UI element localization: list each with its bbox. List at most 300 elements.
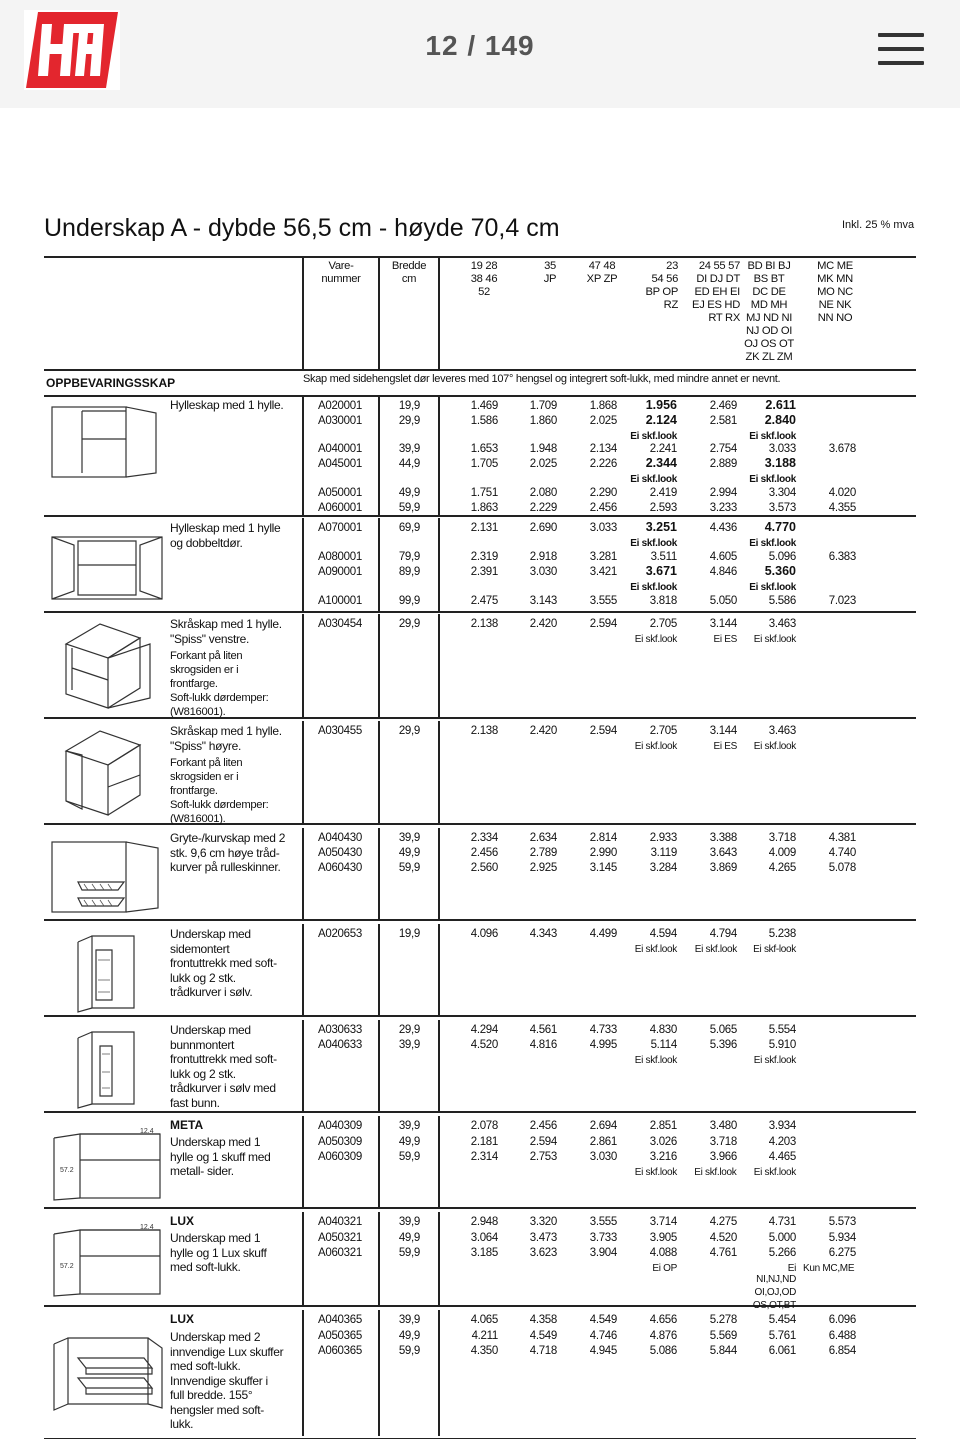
price-cell: 2.419 bbox=[649, 487, 677, 499]
price-cell: 1.948 bbox=[529, 443, 557, 455]
price-cell: 4.830 bbox=[649, 1024, 677, 1036]
price-cell: 2.078 bbox=[470, 1120, 498, 1132]
price-cell: 6.383 bbox=[828, 551, 856, 563]
price-cell: 4.343 bbox=[529, 928, 557, 940]
article-number: A030455 bbox=[318, 725, 362, 737]
column-divider bbox=[302, 721, 304, 823]
row-divider bbox=[44, 1015, 916, 1017]
price-cell: 5.573 bbox=[828, 1216, 856, 1228]
price-cell: 5.761 bbox=[768, 1329, 796, 1342]
header-col-3: 47 48 XP ZP bbox=[586, 260, 618, 285]
price-cell: 3.463 bbox=[768, 725, 796, 737]
price-cell: 4.794 bbox=[709, 928, 737, 940]
price-cell: 4.549 bbox=[589, 1314, 617, 1326]
price-cell: 4.520 bbox=[470, 1039, 498, 1051]
price-cell: 1.586 bbox=[470, 415, 498, 427]
price-cell: 3.733 bbox=[589, 1231, 617, 1244]
availability-note: NI,NJ,ND OI,OJ,OD OS,OT,BT bbox=[752, 1274, 796, 1311]
price-cell: 6.854 bbox=[828, 1345, 856, 1357]
price-cell: 2.753 bbox=[529, 1151, 557, 1163]
width-cm: 49,9 bbox=[398, 487, 420, 499]
price-cell: 3.718 bbox=[709, 1135, 737, 1148]
hamburger-menu-icon[interactable] bbox=[878, 33, 924, 67]
availability-note: Ei OP bbox=[652, 1263, 677, 1274]
price-cell: 2.594 bbox=[589, 725, 617, 737]
availability-note: Ei skf.look bbox=[634, 944, 677, 955]
header-varenummer: Vare- nummer bbox=[321, 260, 361, 285]
price-cell: 3.966 bbox=[709, 1151, 737, 1163]
availability-note: Ei skf.look bbox=[634, 741, 677, 752]
width-cm: 49,9 bbox=[398, 847, 420, 859]
price-cell: 2.594 bbox=[529, 1135, 557, 1148]
header-col-1: 19 28 38 46 52 bbox=[470, 260, 498, 298]
width-cm: 39,9 bbox=[398, 1314, 420, 1326]
price-cell: 3.511 bbox=[650, 551, 677, 563]
article-number: A050309 bbox=[318, 1135, 362, 1148]
price-cell: 2.334 bbox=[470, 832, 498, 844]
price-cell: 4.065 bbox=[470, 1314, 498, 1326]
availability-note: Ei ES bbox=[713, 741, 737, 752]
column-divider bbox=[302, 614, 304, 717]
corner-cabinet-right-icon bbox=[60, 725, 160, 817]
article-number: A060365 bbox=[318, 1345, 362, 1357]
product-description: Underskap med sidemontert frontuttrekk med soft- lukk og 2 stk. trådkurver i sølv. bbox=[170, 927, 277, 999]
column-divider bbox=[302, 518, 304, 611]
product-label: LUX bbox=[170, 1214, 194, 1228]
price-cell: 2.925 bbox=[529, 862, 557, 874]
column-divider bbox=[302, 1020, 304, 1111]
price-cell: 4.816 bbox=[529, 1039, 557, 1051]
product-note: Forkant på liten skrogsiden er i frontfarge. Soft-lukk dørdemper: (W816001). bbox=[170, 650, 269, 718]
width-cm: 29,9 bbox=[398, 618, 420, 630]
width-cm: 49,9 bbox=[398, 1135, 420, 1148]
article-number: A040309 bbox=[318, 1120, 362, 1132]
price-cell: 4.465 bbox=[768, 1151, 796, 1163]
price-cell: 5.360 bbox=[764, 564, 796, 578]
price-cell: 2.814 bbox=[589, 832, 617, 844]
cabinet-lux-drawer-icon bbox=[50, 1220, 165, 1298]
price-cell: 2.994 bbox=[709, 487, 737, 499]
column-divider bbox=[302, 1116, 304, 1207]
price-cell: 5.934 bbox=[828, 1231, 856, 1244]
availability-note: Ei skf.look bbox=[749, 582, 796, 593]
availability-note: Ei skf.look bbox=[753, 1055, 796, 1066]
price-cell: 1.653 bbox=[470, 443, 498, 455]
price-cell: 4.761 bbox=[709, 1247, 737, 1259]
availability-note: Ei skf-look bbox=[753, 944, 796, 955]
price-cell: 3.869 bbox=[709, 862, 737, 874]
section-note: Skap med sidehengslet dør leveres med 107° hengsel og integrert soft-lukk, med mindre annet er nevnt. bbox=[303, 373, 781, 385]
product-description: Underskap med bunnmontert frontuttrekk med soft- lukk og 2 stk. trådkurver i sølv med fast bunn. bbox=[170, 1023, 277, 1110]
price-cell: 2.694 bbox=[589, 1120, 617, 1132]
rule-line bbox=[44, 256, 916, 258]
article-number: A100001 bbox=[318, 595, 362, 607]
column-divider bbox=[302, 1212, 304, 1305]
article-number: A080001 bbox=[318, 551, 362, 563]
price-cell: 2.475 bbox=[470, 595, 498, 607]
price-cell: 2.420 bbox=[529, 618, 557, 630]
price-cell: 1.751 bbox=[470, 487, 498, 499]
article-number: A060430 bbox=[318, 862, 362, 874]
price-cell: 2.754 bbox=[709, 443, 737, 455]
svg-text:57.2: 57.2 bbox=[60, 1263, 74, 1270]
price-cell: 5.396 bbox=[709, 1039, 737, 1051]
price-cell: 3.251 bbox=[645, 520, 677, 534]
availability-note: Ei skf.look bbox=[630, 431, 677, 442]
width-cm: 39,9 bbox=[398, 1039, 420, 1051]
width-cm: 39,9 bbox=[398, 1216, 420, 1228]
price-cell: 2.948 bbox=[470, 1216, 498, 1228]
availability-note: Ei skf.look bbox=[630, 582, 677, 593]
width-cm: 59,9 bbox=[398, 862, 420, 874]
product-description: Skråskap med 1 hylle. "Spiss" venstre. bbox=[170, 617, 282, 646]
price-cell: 2.290 bbox=[589, 487, 617, 499]
product-label: META bbox=[170, 1118, 204, 1132]
row-divider bbox=[44, 395, 916, 397]
row-divider bbox=[44, 611, 916, 613]
column-divider bbox=[378, 1116, 380, 1207]
price-cell: 2.611 bbox=[765, 398, 796, 412]
width-cm: 89,9 bbox=[398, 566, 420, 578]
width-cm: 59,9 bbox=[398, 1151, 420, 1163]
price-cell: 3.473 bbox=[529, 1231, 557, 1244]
article-number: A040633 bbox=[318, 1039, 362, 1051]
width-cm: 44,9 bbox=[398, 458, 420, 470]
column-divider bbox=[302, 395, 304, 515]
price-cell: 2.229 bbox=[529, 502, 557, 514]
article-number: A045001 bbox=[318, 458, 362, 470]
availability-note: Ei skf.look bbox=[753, 1167, 796, 1178]
price-cell: 5.114 bbox=[650, 1039, 677, 1051]
price-cell: 5.586 bbox=[768, 595, 796, 607]
article-number: A040430 bbox=[318, 832, 362, 844]
article-number: A040001 bbox=[318, 443, 362, 455]
article-number: A030454 bbox=[318, 618, 362, 630]
price-cell: 2.456 bbox=[529, 1120, 557, 1132]
price-cell: 3.320 bbox=[529, 1216, 557, 1228]
price-cell: 4.499 bbox=[589, 928, 617, 940]
column-divider bbox=[302, 258, 304, 369]
price-cell: 3.643 bbox=[709, 847, 737, 859]
price-cell: 2.241 bbox=[649, 443, 677, 455]
price-cell: 4.088 bbox=[649, 1247, 677, 1259]
price-cell: 3.188 bbox=[764, 456, 796, 470]
article-number: A050321 bbox=[318, 1231, 362, 1244]
price-cell: 3.216 bbox=[649, 1151, 677, 1163]
price-cell: 2.581 bbox=[709, 415, 737, 427]
cabinet-inner-drawers-icon bbox=[48, 1318, 166, 1416]
price-cell: 2.226 bbox=[589, 458, 617, 470]
article-number: A020001 bbox=[318, 400, 362, 412]
price-cell: 3.818 bbox=[649, 595, 677, 607]
price-cell: 2.131 bbox=[470, 522, 498, 534]
price-cell: 5.278 bbox=[709, 1314, 737, 1326]
price-cell: 3.144 bbox=[709, 618, 737, 630]
price-cell: 3.033 bbox=[589, 522, 617, 534]
price-cell: 3.119 bbox=[650, 847, 677, 859]
price-cell: 4.733 bbox=[589, 1024, 617, 1036]
width-cm: 59,9 bbox=[398, 1345, 420, 1357]
price-cell: 3.145 bbox=[589, 862, 617, 874]
vat-note: Inkl. 25 % mva bbox=[842, 219, 915, 231]
width-cm: 59,9 bbox=[398, 1247, 420, 1259]
svg-text:12.4: 12.4 bbox=[140, 1128, 154, 1135]
availability-note: Ei skf.look bbox=[749, 538, 796, 549]
price-cell: 3.030 bbox=[529, 566, 557, 578]
basket-cabinet-icon bbox=[48, 838, 166, 916]
price-cell: 1.705 bbox=[470, 458, 498, 470]
header-col-5: 24 55 57 DI DJ DT ED EH EI EJ ES HD RT RX bbox=[692, 260, 740, 324]
price-cell: 3.671 bbox=[645, 564, 677, 578]
price-cell: 4.561 bbox=[529, 1024, 557, 1036]
price-cell: 2.456 bbox=[470, 847, 498, 859]
product-description: Hylleskap med 1 hylle og dobbeltdør. bbox=[170, 521, 281, 550]
price-cell: 4.358 bbox=[529, 1314, 557, 1326]
price-cell: 4.731 bbox=[768, 1216, 796, 1228]
price-cell: 3.143 bbox=[529, 595, 557, 607]
width-cm: 59,9 bbox=[398, 502, 420, 514]
price-cell: 1.469 bbox=[470, 400, 498, 412]
price-cell: 2.990 bbox=[589, 847, 617, 859]
availability-note: Ei skf.look bbox=[694, 1167, 737, 1178]
availability-note: Ei bbox=[787, 1263, 796, 1274]
price-cell: 1.868 bbox=[589, 400, 617, 412]
price-cell: 2.861 bbox=[589, 1135, 617, 1148]
price-cell: 6.061 bbox=[768, 1345, 796, 1357]
price-cell: 1.863 bbox=[470, 502, 498, 514]
viewer-toolbar bbox=[0, 0, 960, 108]
availability-note: Ei ES bbox=[713, 634, 737, 645]
row-divider bbox=[44, 1111, 916, 1113]
price-cell: 4.846 bbox=[709, 566, 737, 578]
price-cell: 4.350 bbox=[470, 1345, 498, 1357]
price-cell: 1.956 bbox=[645, 398, 677, 412]
column-divider bbox=[378, 721, 380, 823]
price-cell: 2.080 bbox=[529, 487, 557, 499]
price-cell: 5.086 bbox=[649, 1345, 677, 1357]
availability-note: Ei skf.look bbox=[694, 944, 737, 955]
column-divider bbox=[302, 1310, 304, 1436]
column-divider bbox=[438, 258, 440, 369]
price-cell: 4.770 bbox=[764, 520, 796, 534]
product-description: Hylleskap med 1 hylle. bbox=[170, 398, 284, 412]
price-cell: 4.009 bbox=[768, 847, 796, 859]
price-cell: 3.718 bbox=[768, 832, 796, 844]
cabinet-double-door-icon bbox=[48, 531, 166, 603]
price-cell: 4.203 bbox=[768, 1135, 796, 1148]
price-cell: 5.844 bbox=[709, 1345, 737, 1357]
price-cell: 4.656 bbox=[649, 1314, 677, 1326]
price-cell: 2.124 bbox=[645, 413, 677, 427]
width-cm: 29,9 bbox=[398, 1024, 420, 1036]
price-cell: 3.480 bbox=[709, 1120, 737, 1132]
price-cell: 6.488 bbox=[828, 1329, 856, 1342]
availability-note: Ei skf.look bbox=[753, 634, 796, 645]
price-cell: 2.933 bbox=[649, 832, 677, 844]
price-cell: 5.078 bbox=[828, 862, 856, 874]
price-cell: 5.096 bbox=[768, 551, 796, 563]
availability-note: Ei skf.look bbox=[630, 538, 677, 549]
price-cell: 5.554 bbox=[768, 1024, 796, 1036]
price-cell: 4.746 bbox=[589, 1329, 617, 1342]
cabinet-single-shelf-icon bbox=[48, 403, 166, 481]
price-cell: 2.469 bbox=[709, 400, 737, 412]
price-cell: 3.555 bbox=[589, 595, 617, 607]
price-cell: 4.381 bbox=[828, 832, 856, 844]
column-divider bbox=[378, 395, 380, 515]
price-cell: 2.851 bbox=[649, 1120, 677, 1132]
price-cell: 2.138 bbox=[470, 725, 498, 737]
column-divider bbox=[378, 924, 380, 1015]
width-cm: 99,9 bbox=[398, 595, 420, 607]
width-cm: 39,9 bbox=[398, 443, 420, 455]
header-col-7: MC ME MK MN MO NC NE NK NN NO bbox=[817, 260, 853, 324]
product-description: Underskap med 2 innvendige Lux skuffer med soft-lukk. Innvendige skuffer i full bredde. 155° hengsler med soft- lukk. bbox=[170, 1330, 284, 1431]
page-title: Underskap A - dybde 56,5 cm - høyde 70,4 cm bbox=[44, 214, 560, 242]
availability-note: Ei skf.look bbox=[634, 1167, 677, 1178]
price-cell: 2.319 bbox=[470, 551, 498, 563]
row-divider bbox=[44, 1207, 916, 1209]
price-cell: 4.355 bbox=[828, 502, 856, 514]
price-cell: 3.421 bbox=[589, 566, 617, 578]
availability-note: Ei skf.look bbox=[630, 474, 677, 485]
article-number: A040321 bbox=[318, 1216, 362, 1228]
section-heading: OPPBEVARINGSSKAP bbox=[46, 376, 176, 390]
price-cell: 2.456 bbox=[589, 502, 617, 514]
price-cell: 2.634 bbox=[529, 832, 557, 844]
price-cell: 3.030 bbox=[589, 1151, 617, 1163]
cabinet-drawer-shelf-icon bbox=[50, 1124, 165, 1202]
price-cell: 3.033 bbox=[768, 443, 796, 455]
article-number: A090001 bbox=[318, 566, 362, 578]
price-cell: 4.945 bbox=[589, 1345, 617, 1357]
price-cell: 3.463 bbox=[768, 618, 796, 630]
column-divider bbox=[302, 828, 304, 919]
price-cell: 3.388 bbox=[709, 832, 737, 844]
width-cm: 49,9 bbox=[398, 1329, 420, 1342]
price-cell: 4.594 bbox=[649, 928, 677, 940]
price-cell: 3.555 bbox=[589, 1216, 617, 1228]
width-cm: 39,9 bbox=[398, 832, 420, 844]
price-cell: 5.454 bbox=[768, 1314, 796, 1326]
price-cell: 1.860 bbox=[529, 415, 557, 427]
article-number: A050365 bbox=[318, 1329, 362, 1342]
price-cell: 4.265 bbox=[768, 862, 796, 874]
article-number: A050430 bbox=[318, 847, 362, 859]
availability-note: Ei skf.look bbox=[749, 431, 796, 442]
price-cell: 4.096 bbox=[470, 928, 498, 940]
price-cell: 2.705 bbox=[649, 618, 677, 630]
price-cell: 5.000 bbox=[768, 1231, 796, 1244]
width-cm: 49,9 bbox=[398, 1231, 420, 1244]
price-cell: 6.096 bbox=[828, 1314, 856, 1326]
column-divider bbox=[378, 1310, 380, 1436]
column-divider bbox=[378, 258, 380, 369]
row-divider bbox=[44, 919, 916, 921]
width-cm: 29,9 bbox=[398, 415, 420, 427]
article-number: A030633 bbox=[318, 1024, 362, 1036]
product-description: Gryte-/kurvskap med 2 stk. 9,6 cm høye tråd- kurver på rulleskinner. bbox=[170, 831, 286, 874]
article-number: A030001 bbox=[318, 415, 362, 427]
price-cell: 2.344 bbox=[645, 456, 677, 470]
width-cm: 39,9 bbox=[398, 1120, 420, 1132]
header-col-6: BD BI BJ BS BT DC DE MD MH MJ ND NI NJ OD OI OJ OS OT ZK ZL ZM bbox=[744, 260, 794, 363]
price-cell: 4.294 bbox=[470, 1024, 498, 1036]
price-cell: 5.065 bbox=[709, 1024, 737, 1036]
price-cell: 2.420 bbox=[529, 725, 557, 737]
price-cell: 4.436 bbox=[709, 522, 737, 534]
price-cell: 3.304 bbox=[768, 487, 796, 499]
price-cell: 3.934 bbox=[768, 1120, 796, 1132]
price-cell: 2.025 bbox=[529, 458, 557, 470]
column-divider bbox=[378, 828, 380, 919]
price-cell: 4.211 bbox=[471, 1329, 498, 1342]
article-number: A070001 bbox=[318, 522, 362, 534]
price-cell: 3.185 bbox=[470, 1247, 498, 1259]
svg-text:12.4: 12.4 bbox=[140, 1224, 154, 1231]
rule-line bbox=[44, 369, 916, 371]
price-cell: 6.275 bbox=[828, 1247, 856, 1259]
price-cell: 2.593 bbox=[649, 502, 677, 514]
price-cell: 3.026 bbox=[649, 1135, 677, 1148]
pullout-side-icon bbox=[72, 930, 142, 1014]
price-cell: 5.569 bbox=[709, 1329, 737, 1342]
column-divider bbox=[378, 1212, 380, 1305]
price-cell: 3.064 bbox=[470, 1231, 498, 1244]
article-number: A060309 bbox=[318, 1151, 362, 1163]
price-cell: 3.904 bbox=[589, 1247, 617, 1259]
price-cell: 5.266 bbox=[768, 1247, 796, 1259]
price-cell: 4.718 bbox=[529, 1345, 557, 1357]
price-cell: 5.050 bbox=[709, 595, 737, 607]
product-description: Skråskap med 1 hylle. "Spiss" høyre. bbox=[170, 724, 282, 753]
price-cell: 2.918 bbox=[529, 551, 557, 563]
availability-note: Ei skf.look bbox=[753, 741, 796, 752]
width-cm: 19,9 bbox=[398, 400, 420, 412]
product-description: Underskap med 1 hylle og 1 skuff med metall- sider. bbox=[170, 1135, 271, 1178]
price-cell: 2.594 bbox=[589, 618, 617, 630]
price-cell: 3.144 bbox=[709, 725, 737, 737]
article-number: A060001 bbox=[318, 502, 362, 514]
header-col-4: 23 54 56 BP OP RZ bbox=[645, 260, 678, 311]
corner-cabinet-left-icon bbox=[60, 618, 160, 710]
width-cm: 19,9 bbox=[398, 928, 420, 940]
price-cell: 2.134 bbox=[589, 443, 617, 455]
price-cell: 2.314 bbox=[470, 1151, 498, 1163]
column-divider bbox=[378, 1020, 380, 1111]
article-number: A040365 bbox=[318, 1314, 362, 1326]
price-cell: 4.740 bbox=[828, 847, 856, 859]
page-indicator: 12 / 149 bbox=[425, 30, 535, 61]
price-cell: 4.605 bbox=[709, 551, 737, 563]
column-divider bbox=[302, 924, 304, 1015]
article-number: A060321 bbox=[318, 1247, 362, 1259]
price-cell: 4.549 bbox=[529, 1329, 557, 1342]
price-cell: 2.840 bbox=[764, 413, 796, 427]
product-note: Forkant på liten skrogsiden er i frontfarge. Soft-lukk dørdemper: (W816001). bbox=[170, 757, 269, 825]
price-cell: 2.789 bbox=[529, 847, 557, 859]
price-cell: 5.238 bbox=[768, 928, 796, 940]
price-cell: 4.020 bbox=[828, 487, 856, 499]
price-cell: 3.573 bbox=[768, 502, 796, 514]
price-cell: 2.690 bbox=[529, 522, 557, 534]
price-cell: 2.391 bbox=[470, 566, 498, 578]
price-cell: 2.025 bbox=[589, 415, 617, 427]
article-number: A050001 bbox=[318, 487, 362, 499]
price-cell: 4.876 bbox=[649, 1329, 677, 1342]
price-cell: 5.910 bbox=[768, 1039, 796, 1051]
price-cell: 3.678 bbox=[828, 443, 856, 455]
